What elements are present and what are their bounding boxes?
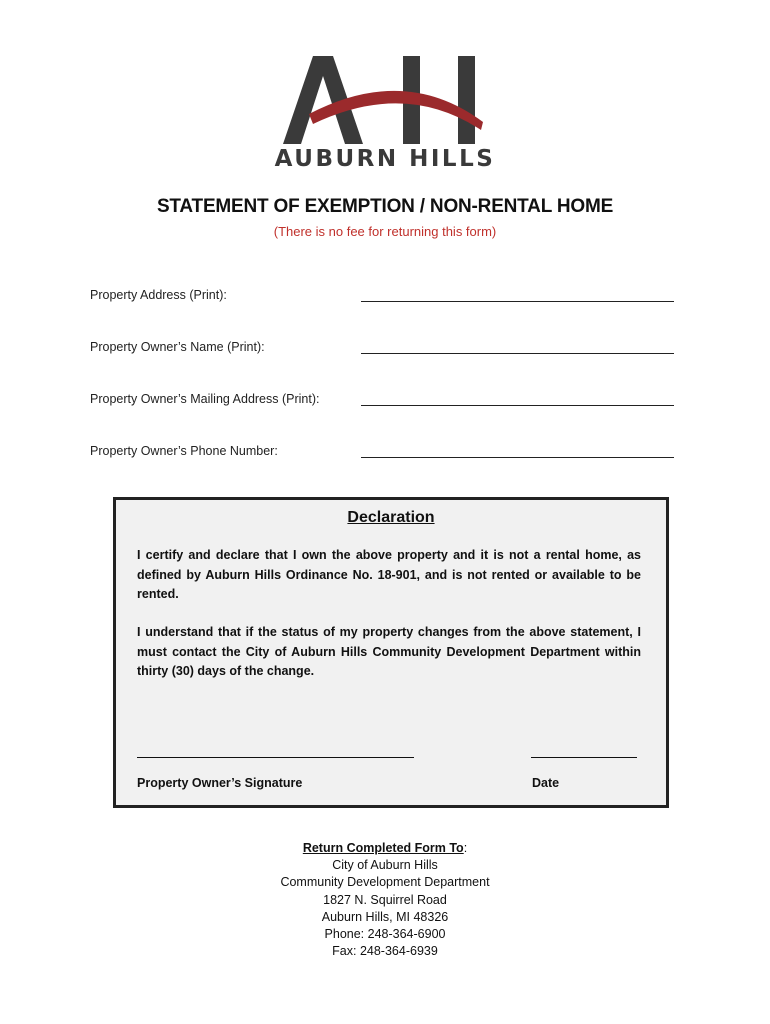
return-line-fax: Fax: 248-364-6939 xyxy=(332,944,438,959)
form-subtitle: (There is no fee for returning this form) xyxy=(273,224,497,239)
declaration-box xyxy=(113,497,669,808)
city-logo xyxy=(0,44,770,184)
field-label: Property Address (Print): xyxy=(90,288,227,302)
logo-wordmark: AUBURN HILLS xyxy=(274,146,496,172)
field-property-address xyxy=(90,288,674,308)
field-owner-name xyxy=(90,340,674,360)
return-line-department: Community Development Department xyxy=(280,875,490,890)
date-line[interactable] xyxy=(531,757,637,758)
declaration-title: Declaration xyxy=(347,509,435,526)
return-heading-row xyxy=(0,840,770,857)
field-mailing-address xyxy=(90,392,674,412)
return-line-city-state-zip: Auburn Hills, MI 48326 xyxy=(321,909,449,924)
signature-label: Property Owner’s Signature xyxy=(137,776,303,790)
mailing-address-line[interactable] xyxy=(361,405,674,406)
field-label: Property Owner’s Phone Number: xyxy=(90,444,278,458)
return-heading-colon: : xyxy=(463,841,468,855)
owner-name-line[interactable] xyxy=(361,353,674,354)
declaration-paragraph-2: I understand that if the status of my property changes from the above statement, I must contact the City of Auburn Hills Community Development Department within thirty (30) days of the change. xyxy=(137,625,641,678)
date-label: Date xyxy=(532,776,560,790)
ah-logo-mark xyxy=(275,44,495,144)
return-heading: Return Completed Form To xyxy=(302,841,464,855)
declaration-paragraph-1: I certify and declare that I own the above property and it is not a rental home, as defined by Auburn Hills Ordinance No. 18-901, and is not rented or available to be rented. xyxy=(137,548,641,601)
property-address-line[interactable] xyxy=(361,301,674,302)
signature-line[interactable] xyxy=(137,757,414,758)
field-phone-number xyxy=(90,444,674,464)
return-address-block xyxy=(0,840,770,960)
return-line-phone: Phone: 248-364-6900 xyxy=(324,927,446,942)
phone-number-line[interactable] xyxy=(361,457,674,458)
return-line-city: City of Auburn Hills xyxy=(332,858,438,873)
field-label: Property Owner’s Mailing Address (Print): xyxy=(90,392,320,406)
field-label: Property Owner’s Name (Print): xyxy=(90,340,265,354)
return-line-street: 1827 N. Squirrel Road xyxy=(323,892,447,907)
form-title: STATEMENT OF EXEMPTION / NON-RENTAL HOME xyxy=(156,196,614,217)
